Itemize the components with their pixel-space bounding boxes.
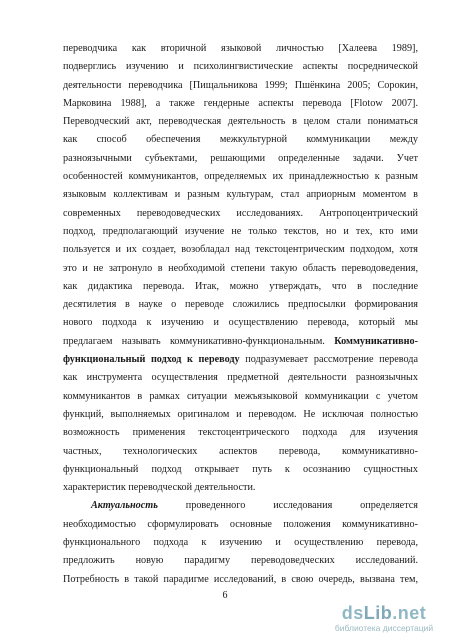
text-line: характеристик переводческой деятельности. [63, 482, 256, 494]
text-line: как дидактика перевода. Итак, можно утверждать, что в последние [63, 280, 418, 292]
text-line: возможность применения текстоцентрического подхода для изучения [63, 427, 418, 439]
text-line: нового подхода к изучению и осуществлению перевода, который мы [63, 317, 418, 329]
watermark-ds: ds [341, 603, 364, 623]
watermark-tld: .net [392, 603, 427, 623]
text-line [63, 497, 418, 515]
text-line: Переводческий акт, переводческая деятельность в целом стали пониматься [63, 116, 418, 128]
text-line: предложить новую парадигму переводоведческих исследований. [63, 555, 418, 567]
watermark-logo [324, 603, 444, 635]
text-line: переводчика как вторичной языковой личностью [Халеева 1989], [63, 43, 418, 54]
text-line: коммуникантов в рамках ситуации межъязыковой коммуникации с учетом [63, 390, 418, 402]
text-line: языковым коллективам и разным культурам, стал априорным моментом в [63, 189, 418, 201]
text-line: функциональный подход открывает путь к осознанию сущностных [63, 463, 418, 475]
text-line: функционального подхода к изучению и осуществлению перевода, [63, 537, 418, 549]
text-line: десятилетия в науке о переводе сложились предпосылки формирования [63, 299, 418, 311]
text-line: современных переводоведческих исследованиях. Антропоцентрический [63, 207, 418, 219]
text-line: необходимостью сформулировать основные положения коммуникативно- [63, 518, 418, 530]
text-line: как инструмента осуществления предметной деятельности разноязычных [63, 372, 418, 384]
watermark-wordmark [324, 603, 444, 623]
text-line: Марковина 1988], а также гендерные аспекты перевода [Flotow 2007]. [63, 97, 418, 109]
text-line: пользуется и их создает, возобладал над текстоцентрическим подходом, хотя [63, 244, 418, 256]
bold-term: Коммуникативно- [334, 335, 418, 347]
text-segment: подразумевает рассмотрение перевода [239, 354, 418, 366]
text-line: особенностей коммуникантов, определяемых их принадлежностью к разным [63, 171, 418, 183]
text-line: подверглись изучению и психолингвистические аспекты посреднической [63, 61, 418, 73]
text-line: как способ обеспечения межкультурной коммуникации между [63, 134, 418, 146]
text-segment: предлагаем называть коммуникативно-функциональным. [63, 335, 325, 347]
text-line: разноязычными субъектами, решающими определенные задачи. Учет [63, 152, 418, 164]
text-line: деятельности переводчика [Пищальникова 1999; Пшёнкина 2005; Сорокин, [63, 79, 418, 91]
text-segment: проведенного исследования определяется [157, 500, 418, 512]
text-line: Потребность в такой парадигме исследований, в свою очередь, вызвана тем, [63, 573, 418, 585]
watermark-subtitle: библиотека диссертаций [334, 623, 434, 633]
text-line [63, 351, 418, 369]
text-line: это и не затронуло в необходимой степени такую область переводоведения, [63, 262, 418, 274]
text-line: частных, технологических аспектов перевода, коммуникативно- [63, 445, 418, 457]
document-body [63, 40, 418, 589]
text-line: функций, выполняемых оригиналом и переводом. Не исключая полностью [63, 408, 418, 420]
text-line: подход, предполагающий изучение не только текстов, но и тех, кто ими [63, 225, 418, 237]
page-number: 6 [222, 590, 228, 601]
watermark-lib: Lib [363, 603, 393, 623]
text-line [63, 333, 418, 351]
bold-term: функциональный подход к переводу [63, 354, 240, 366]
actuality-term: Актуальность [91, 500, 158, 512]
